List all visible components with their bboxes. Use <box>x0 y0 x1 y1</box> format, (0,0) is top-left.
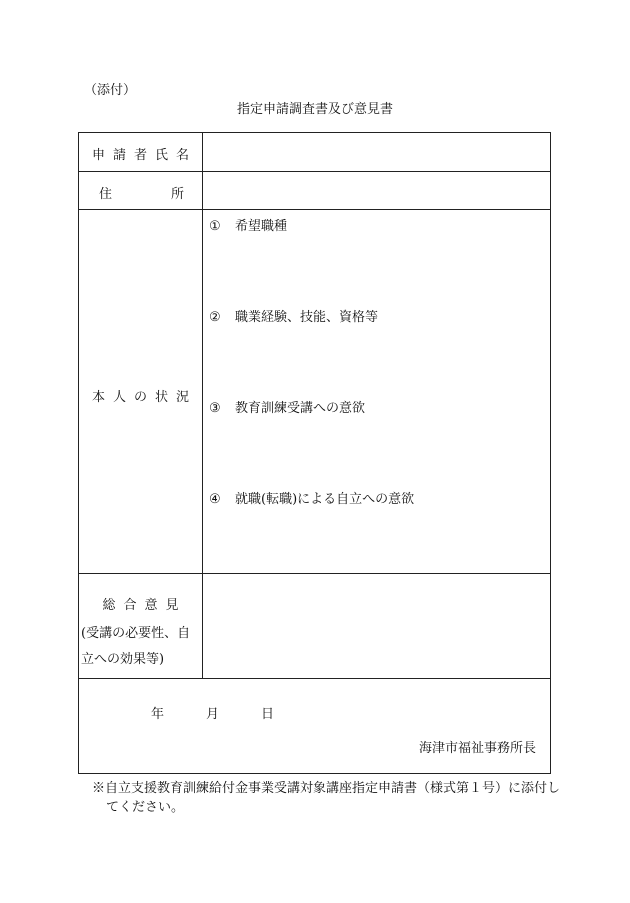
status-item-number: ③ <box>209 401 221 416</box>
signature-row <box>79 679 550 773</box>
official-title: 海津市福祉事務所長 <box>418 741 536 756</box>
address-row <box>79 172 550 210</box>
status-item-number: ① <box>209 219 221 234</box>
footnote-line-1: ※自立支援教育訓練給付金事業受講対象講座指定申請書（様式第１号）に添付し <box>92 781 561 796</box>
opinion-field[interactable] <box>203 574 550 678</box>
address-label-right: 所 <box>171 187 185 202</box>
status-item-text: 就職(転職)による自立への意欲 <box>235 492 415 507</box>
status-row <box>79 210 550 574</box>
status-item-number: ④ <box>209 492 221 507</box>
opinion-row <box>79 574 550 679</box>
form-table <box>78 132 551 774</box>
opinion-label-note-1: (受講の必要性、自 <box>81 626 191 641</box>
status-item-number: ② <box>209 310 221 325</box>
status-label: 本人の状況 <box>91 390 197 405</box>
address-label-cell <box>79 172 203 209</box>
status-field[interactable] <box>203 210 550 573</box>
applicant-name-label-cell <box>79 133 203 171</box>
date-year-label: 年 <box>151 707 165 722</box>
status-label-cell <box>79 210 203 573</box>
date-month-label: 月 <box>206 707 220 722</box>
status-item-experience <box>209 306 378 325</box>
attachment-note: （添付） <box>84 83 137 98</box>
status-item-text: 希望職種 <box>235 219 288 234</box>
status-item-motivation-employment <box>209 488 414 507</box>
address-label-left: 住 <box>99 187 113 202</box>
applicant-name-row <box>79 133 550 172</box>
opinion-label: 総合意見 <box>102 598 187 613</box>
address-field[interactable] <box>203 172 550 209</box>
footnote-line-2: てください。 <box>106 800 185 815</box>
date-day-label: 日 <box>261 707 275 722</box>
applicant-name-field[interactable] <box>203 133 550 171</box>
footnote <box>92 779 572 817</box>
status-item-desired-job <box>209 215 287 234</box>
opinion-label-cell <box>79 574 203 678</box>
status-item-text: 教育訓練受講への意欲 <box>235 401 366 416</box>
opinion-label-note-2: 立への効果等) <box>81 652 165 667</box>
applicant-name-label: 申請者氏名 <box>91 148 197 163</box>
status-item-text: 職業経験、技能、資格等 <box>235 310 379 325</box>
document-title: 指定申請調査書及び意見書 <box>236 102 393 117</box>
status-item-motivation-training <box>209 397 365 416</box>
